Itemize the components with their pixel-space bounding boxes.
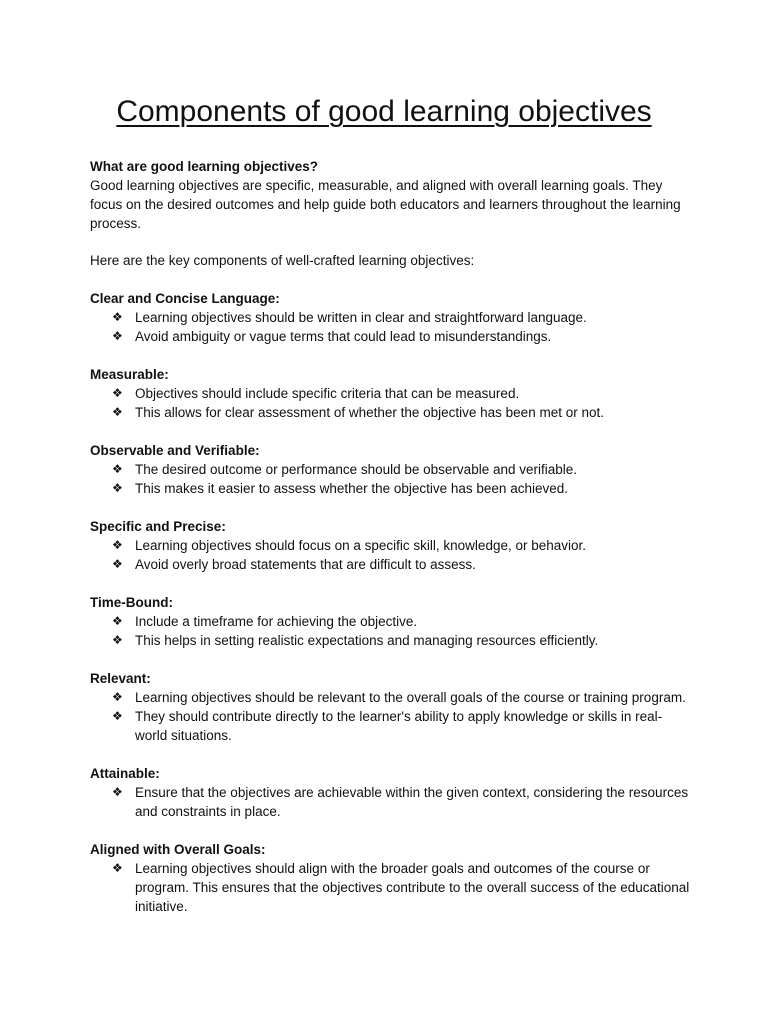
- bullet-text: This makes it easier to assess whether the objective has been achieved.: [135, 481, 568, 496]
- diamond-bullet-icon: ❖: [112, 462, 123, 476]
- bullet-item: [90, 555, 690, 574]
- bullet-item: [90, 327, 690, 346]
- section: [90, 441, 690, 498]
- bullet-text: Learning objectives should focus on a specific skill, knowledge, or behavior.: [135, 538, 587, 553]
- bullet-item: [90, 707, 690, 745]
- diamond-bullet-icon: ❖: [112, 861, 123, 875]
- section-heading: Specific and Precise:: [90, 519, 226, 534]
- diamond-bullet-icon: ❖: [112, 614, 123, 628]
- diamond-bullet-icon: ❖: [112, 386, 123, 400]
- section: [90, 669, 690, 745]
- section: [90, 517, 690, 574]
- diamond-bullet-icon: ❖: [112, 690, 123, 704]
- diamond-bullet-icon: ❖: [112, 329, 123, 343]
- bullet-item: [90, 460, 690, 479]
- bullet-list: [90, 308, 690, 346]
- document-title: Components of good learning objectives: [116, 95, 652, 128]
- bullet-item: [90, 783, 690, 821]
- section: [90, 289, 690, 346]
- bullet-item: [90, 859, 690, 916]
- bullet-list: [90, 460, 690, 498]
- bullet-list: [90, 783, 690, 821]
- bullet-item: [90, 403, 690, 422]
- bullet-text: Ensure that the objectives are achievable within the given context, considering the resources and constraints in place.: [135, 785, 689, 819]
- bullet-text: The desired outcome or performance should be observable and verifiable.: [135, 462, 578, 477]
- intro-lead-in: Here are the key components of well-crafted learning objectives:: [90, 253, 475, 268]
- section-heading: Relevant:: [90, 671, 151, 686]
- section-heading: Attainable:: [90, 766, 160, 781]
- intro-answer: Good learning objectives are specific, measurable, and aligned with overall learning goals. They focus on the desired outcomes and help guide both educators and learners throughout the learning process.: [90, 178, 681, 231]
- bullet-text: Learning objectives should be written in clear and straightforward language.: [135, 310, 587, 325]
- bullet-list: [90, 859, 690, 916]
- section: [90, 593, 690, 650]
- section-heading: Time-Bound:: [90, 595, 173, 610]
- bullet-item: [90, 631, 690, 650]
- bullet-text: Avoid overly broad statements that are difficult to assess.: [135, 557, 476, 572]
- bullet-text: This allows for clear assessment of whether the objective has been met or not.: [135, 405, 604, 420]
- bullet-item: [90, 688, 690, 707]
- diamond-bullet-icon: ❖: [112, 557, 123, 571]
- bullet-text: This helps in setting realistic expectations and managing resources efficiently.: [135, 633, 599, 648]
- bullet-list: [90, 688, 690, 745]
- section: [90, 840, 690, 916]
- diamond-bullet-icon: ❖: [112, 405, 123, 419]
- bullet-item: [90, 479, 690, 498]
- diamond-bullet-icon: ❖: [112, 709, 123, 723]
- bullet-text: They should contribute directly to the learner's ability to apply knowledge or skills in real-world situations.: [135, 709, 663, 743]
- bullet-text: Include a timeframe for achieving the objective.: [135, 614, 418, 629]
- diamond-bullet-icon: ❖: [112, 785, 123, 799]
- diamond-bullet-icon: ❖: [112, 538, 123, 552]
- section: [90, 764, 690, 821]
- bullet-list: [90, 536, 690, 574]
- document-body: [90, 157, 690, 916]
- sections-container: [90, 289, 690, 916]
- section-heading: Observable and Verifiable:: [90, 443, 260, 458]
- bullet-list: [90, 384, 690, 422]
- diamond-bullet-icon: ❖: [112, 310, 123, 324]
- bullet-list: [90, 612, 690, 650]
- section-heading: Clear and Concise Language:: [90, 291, 280, 306]
- bullet-text: Learning objectives should align with the broader goals and outcomes of the course or program. This ensures that the objectives contribute to the overall success of the educational initiative.: [135, 861, 690, 914]
- bullet-item: [90, 536, 690, 555]
- diamond-bullet-icon: ❖: [112, 481, 123, 495]
- paragraph-gap: [90, 233, 690, 251]
- bullet-item: [90, 308, 690, 327]
- section: [90, 365, 690, 422]
- bullet-text: Learning objectives should be relevant to the overall goals of the course or training program.: [135, 690, 686, 705]
- section-heading: Measurable:: [90, 367, 169, 382]
- intro-question: What are good learning objectives?: [90, 159, 319, 174]
- bullet-item: [90, 384, 690, 403]
- diamond-bullet-icon: ❖: [112, 633, 123, 647]
- bullet-text: Objectives should include specific criteria that can be measured.: [135, 386, 520, 401]
- bullet-text: Avoid ambiguity or vague terms that could lead to misunderstandings.: [135, 329, 552, 344]
- section-heading: Aligned with Overall Goals:: [90, 842, 266, 857]
- bullet-item: [90, 612, 690, 631]
